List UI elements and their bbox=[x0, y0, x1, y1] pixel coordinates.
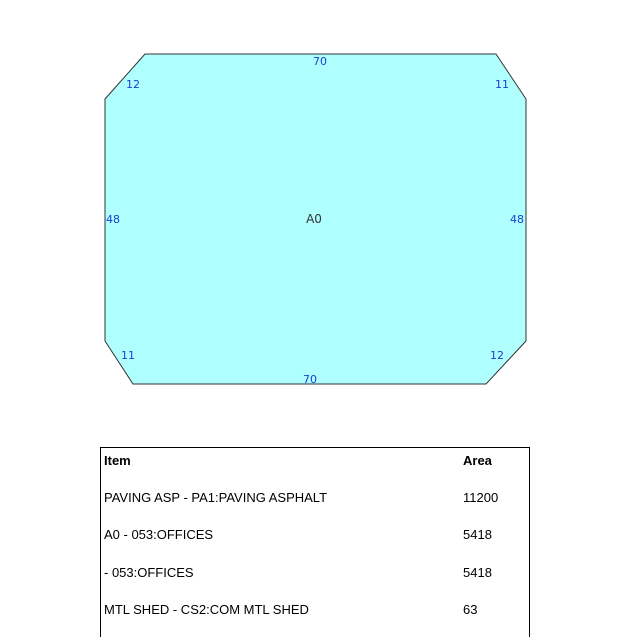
dimension-bottom-right: 12 bbox=[490, 349, 504, 362]
column-header-area: Area bbox=[463, 453, 492, 468]
dimension-bottom: 70 bbox=[303, 373, 317, 386]
area-table bbox=[100, 447, 530, 637]
dimension-top: 70 bbox=[313, 55, 327, 68]
table-header-row bbox=[101, 451, 529, 471]
table-row bbox=[101, 563, 529, 583]
table-cell-area: 11200 bbox=[463, 490, 499, 505]
dimension-left: 48 bbox=[106, 213, 120, 226]
table-row bbox=[101, 600, 529, 620]
table-cell-item: - 053:OFFICES bbox=[104, 565, 194, 580]
dimension-right: 48 bbox=[510, 213, 524, 226]
table-cell-item: A0 - 053:OFFICES bbox=[104, 527, 214, 542]
area-label-a0: A0 bbox=[306, 212, 322, 226]
table-cell-area: 5418 bbox=[463, 565, 492, 580]
dimension-bottom-left: 11 bbox=[121, 349, 135, 362]
table-cell-area: 5418 bbox=[463, 527, 492, 542]
table-row bbox=[101, 488, 529, 508]
table-cell-item: MTL SHED - CS2:COM MTL SHED bbox=[104, 602, 309, 617]
table-cell-area: 63 bbox=[463, 602, 478, 617]
table-row bbox=[101, 525, 529, 545]
dimension-top-right: 11 bbox=[495, 78, 509, 91]
table-cell-item: PAVING ASP - PA1:PAVING ASPHALT bbox=[104, 490, 328, 505]
column-header-item: Item bbox=[104, 453, 131, 468]
dimension-top-left: 12 bbox=[126, 78, 140, 91]
